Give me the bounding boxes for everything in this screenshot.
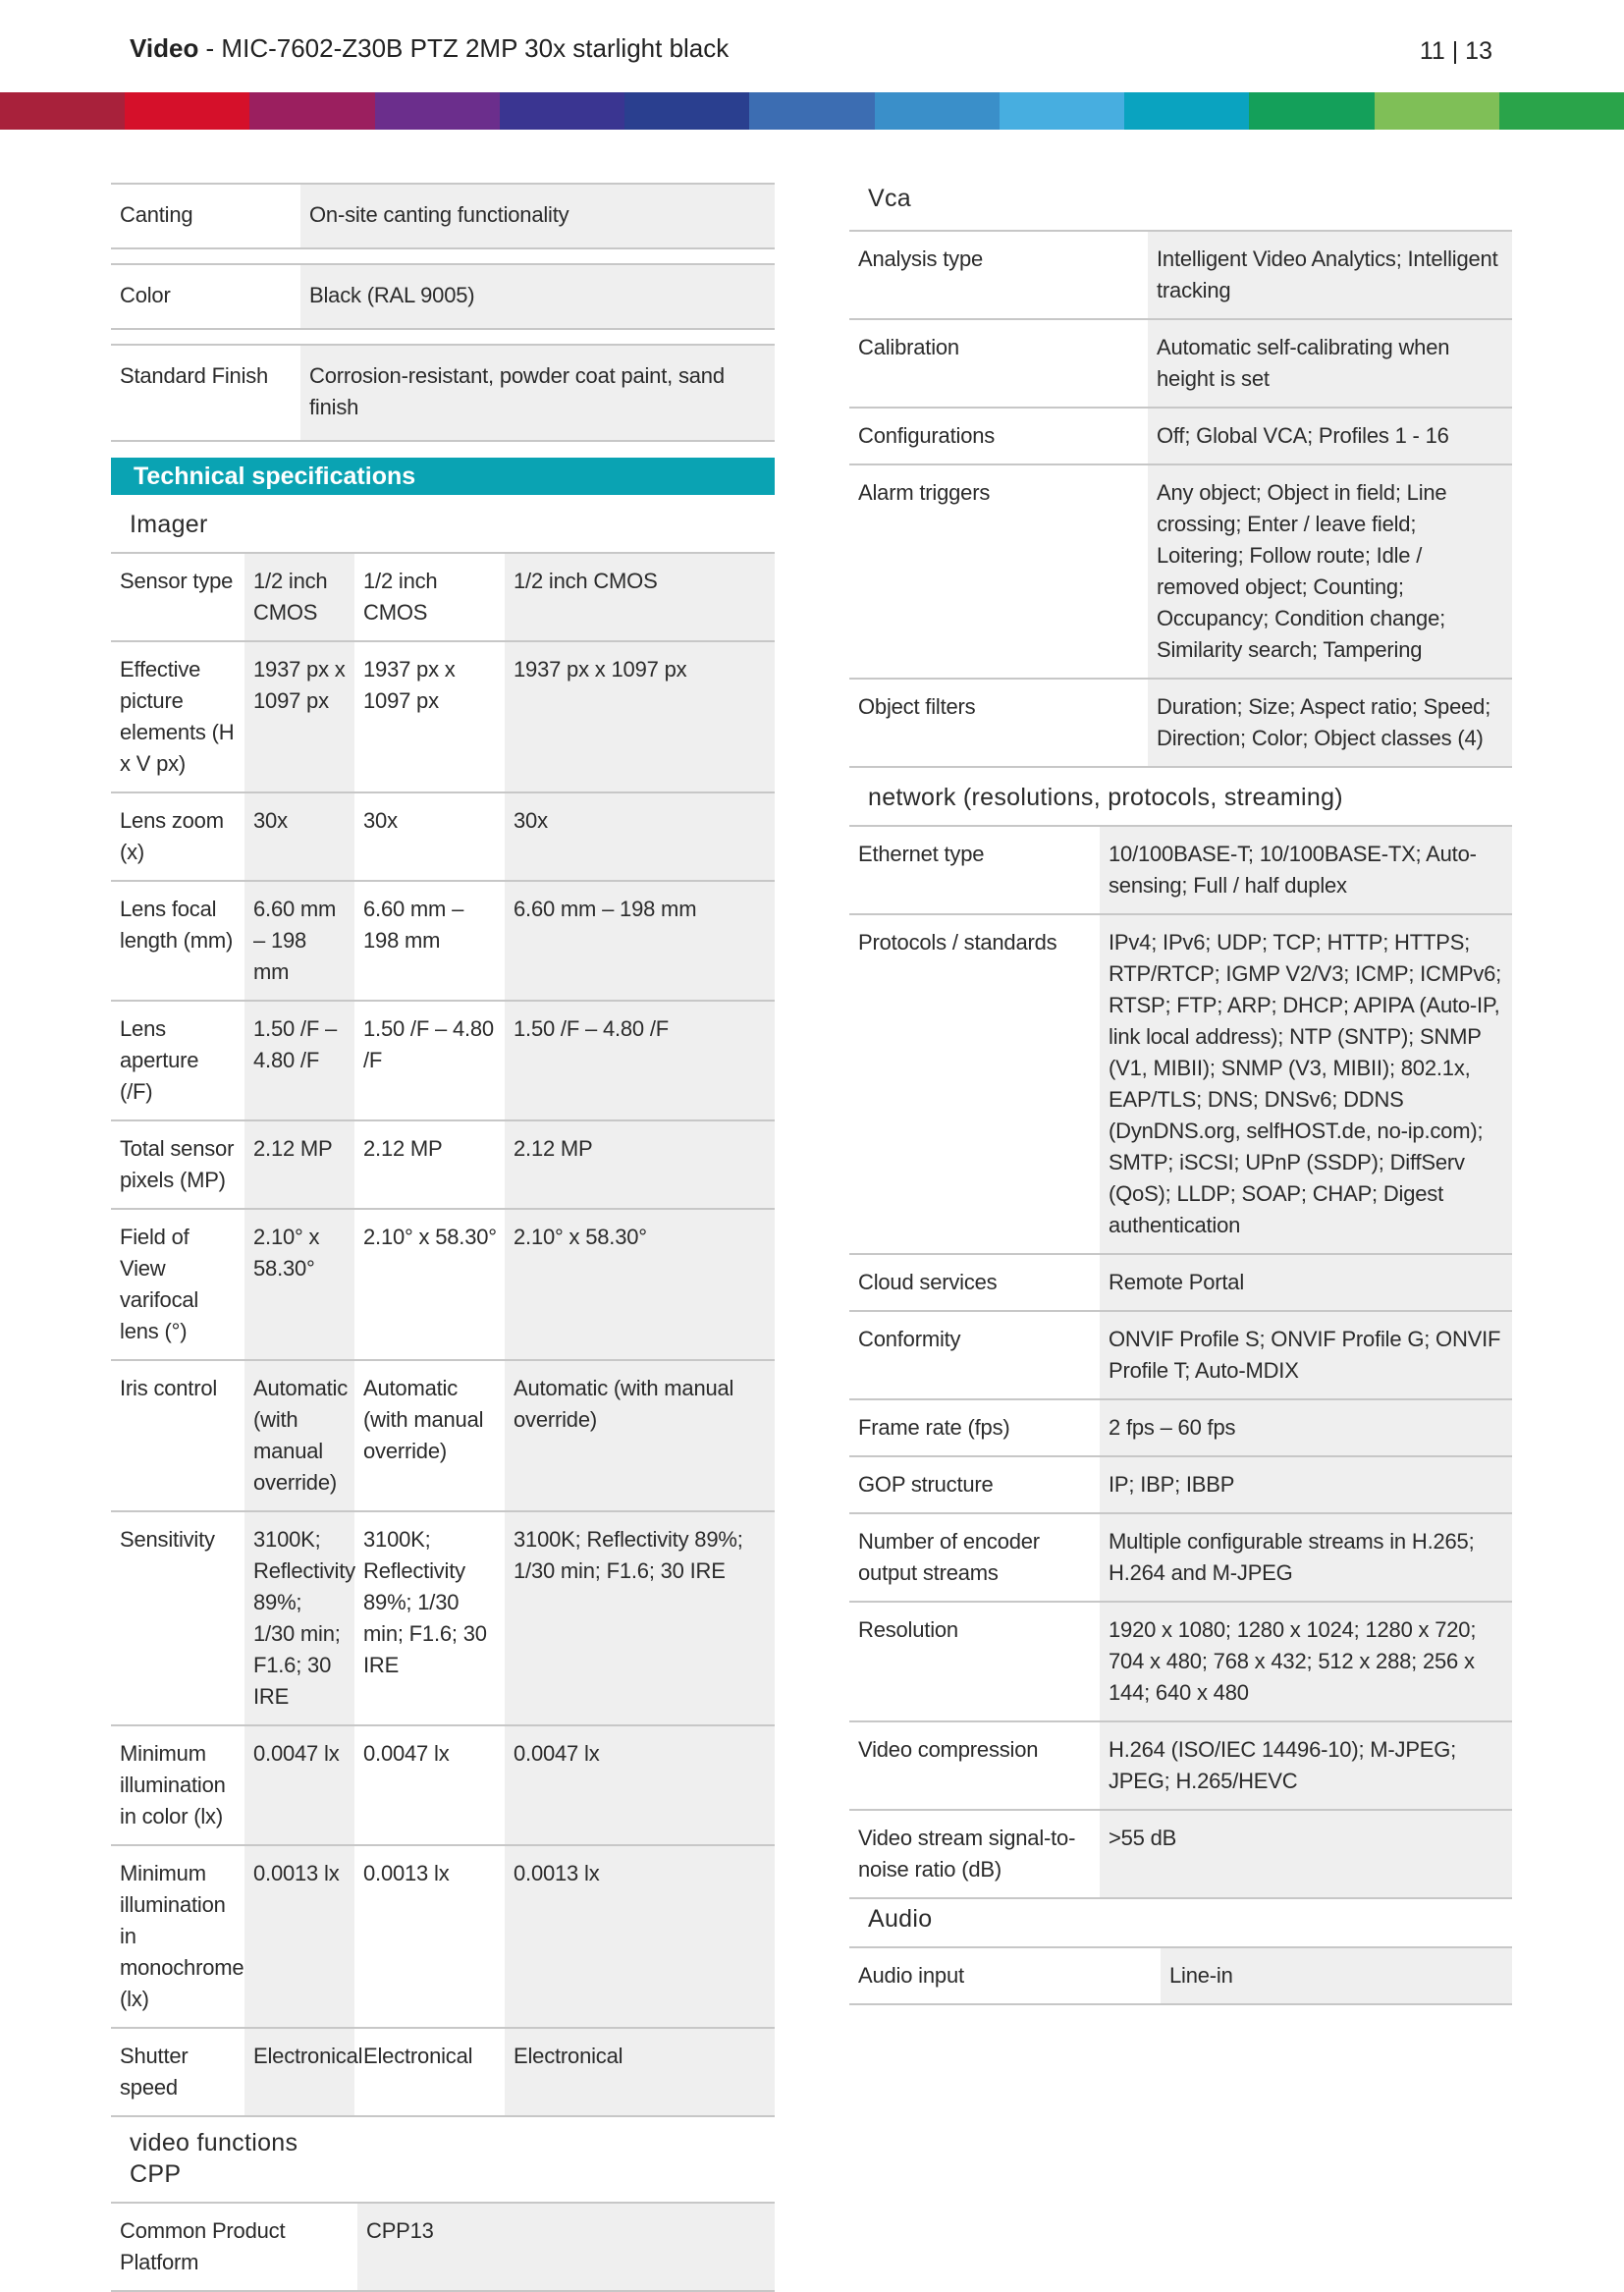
brand-color-segment xyxy=(375,92,500,130)
brand-color-segment xyxy=(1000,92,1124,130)
row-label: Video stream signal-to-noise ratio (dB) xyxy=(858,1826,1076,1882)
row-label: Minimum illumination in monochrome (lx) xyxy=(120,1861,244,2011)
row-label: 3100K; Reflectivity 89%; 1/30 min; F1.6; 30 IRE xyxy=(363,1527,487,1677)
row-label: Lens aperture (/F) xyxy=(120,1016,199,1104)
row-label: 1937 px x 1097 px xyxy=(363,657,456,713)
table-row xyxy=(111,183,775,249)
row-label: Alarm triggers xyxy=(858,480,991,505)
row-value: Line-in xyxy=(1161,1948,1512,2003)
row-label: Resolution xyxy=(858,1617,958,1642)
row-value: Duration; Size; Aspect ratio; Speed; Direction; Color; Object classes (4) xyxy=(1148,680,1512,766)
table-row xyxy=(849,407,1512,464)
row-label: Color xyxy=(120,283,171,307)
row-value: 2 fps – 60 fps xyxy=(1100,1400,1512,1455)
imager-table xyxy=(111,552,775,2117)
table-row xyxy=(849,464,1512,678)
row-value: Electronical xyxy=(244,2029,354,2115)
section-title-line: video functions xyxy=(130,2129,298,2156)
row-label: 30x xyxy=(363,808,398,833)
row-value: H.264 (ISO/IEC 14496-10); M-JPEG; JPEG; H.265/HEVC xyxy=(1100,1722,1512,1809)
row-value: 6.60 mm – 198 mm xyxy=(244,882,354,1000)
row-value: 1937 px x 1097 px xyxy=(505,642,775,791)
row-label: 2.10° x 58.30° xyxy=(363,1225,497,1249)
section-title-video-functions xyxy=(111,2117,775,2202)
right-column xyxy=(849,183,1512,2005)
document-title xyxy=(130,33,729,64)
row-value: 1/2 inch CMOS xyxy=(505,554,775,640)
row-value: Automatic (with manual override) xyxy=(244,1361,354,1510)
row-label: Protocols / standards xyxy=(858,930,1057,955)
table-row xyxy=(849,1310,1512,1398)
table-row xyxy=(849,825,1512,913)
row-label: Common Product Platform xyxy=(120,2218,286,2274)
brand-color-segment xyxy=(1375,92,1499,130)
brand-color-segment xyxy=(500,92,624,130)
row-value: ONVIF Profile S; ONVIF Profile G; ONVIF Profile T; Auto-MDIX xyxy=(1100,1312,1512,1398)
row-label: Automatic (with manual override) xyxy=(363,1376,484,1463)
table-row xyxy=(849,678,1512,768)
row-label: Conformity xyxy=(858,1327,961,1351)
row-value: IP; IBP; IBBP xyxy=(1100,1457,1512,1512)
row-label: Field of View varifocal lens (°) xyxy=(120,1225,199,1343)
network-table xyxy=(849,825,1512,1899)
table-row xyxy=(111,640,775,791)
row-label: Number of encoder output streams xyxy=(858,1529,1040,1585)
row-value: 1/2 inch CMOS xyxy=(244,554,354,640)
table-row xyxy=(849,1512,1512,1601)
row-label: 2.12 MP xyxy=(363,1136,443,1161)
row-value: 3100K; Reflectivity 89%; 1/30 min; F1.6; 30 IRE xyxy=(505,1512,775,1724)
row-value: Black (RAL 9005) xyxy=(300,265,775,328)
row-label: Video compression xyxy=(858,1737,1039,1762)
document-title-bold: Video xyxy=(130,33,199,63)
row-label: 1.50 /F – 4.80 /F xyxy=(363,1016,494,1072)
row-value: 10/100BASE-T; 10/100BASE-TX; Auto-sensing; Full / half duplex xyxy=(1100,827,1512,913)
row-value: 0.0013 lx xyxy=(505,1846,775,2027)
row-label: Electronical xyxy=(363,2044,473,2068)
brand-color-segment xyxy=(125,92,249,130)
row-label: Standard Finish xyxy=(120,363,269,388)
row-label: Lens zoom (x) xyxy=(120,808,224,864)
row-value: Remote Portal xyxy=(1100,1255,1512,1310)
table-row xyxy=(849,318,1512,407)
brand-color-segment xyxy=(624,92,749,130)
row-label: Cloud services xyxy=(858,1270,998,1294)
table-row xyxy=(111,1208,775,1359)
row-value: Intelligent Video Analytics; Intelligent tracking xyxy=(1148,232,1512,318)
brand-color-segment xyxy=(0,92,125,130)
section-subtitle-line: CPP xyxy=(130,2160,182,2188)
row-label: Effective picture elements (H x V px) xyxy=(120,657,235,776)
table-row xyxy=(849,1455,1512,1512)
table-row xyxy=(111,1119,775,1208)
section-title-imager: Imager xyxy=(130,511,208,538)
table-row xyxy=(849,230,1512,318)
brand-color-segment xyxy=(1249,92,1374,130)
table-row xyxy=(111,1359,775,1510)
row-label: Object filters xyxy=(858,694,976,719)
row-value: Off; Global VCA; Profiles 1 - 16 xyxy=(1148,409,1512,464)
table-row xyxy=(111,552,775,640)
row-value: 30x xyxy=(505,793,775,880)
table-row xyxy=(111,2027,775,2117)
row-label: 0.0013 lx xyxy=(363,1861,450,1885)
row-label: Iris control xyxy=(120,1376,218,1400)
row-label: Configurations xyxy=(858,423,996,448)
table-row xyxy=(111,2202,775,2292)
vca-table xyxy=(849,230,1512,768)
row-label: Frame rate (fps) xyxy=(858,1415,1010,1440)
table-row xyxy=(111,1510,775,1724)
row-label: 1/2 inch CMOS xyxy=(363,569,438,625)
row-value: CPP13 xyxy=(357,2204,775,2290)
table-row xyxy=(849,913,1512,1253)
row-label: Sensitivity xyxy=(120,1527,215,1552)
row-value: Corrosion-resistant, powder coat paint, sand finish xyxy=(300,346,775,440)
table-row xyxy=(849,1398,1512,1455)
table-row xyxy=(111,1724,775,1844)
row-label: 6.60 mm – 198 mm xyxy=(363,897,464,953)
table-row xyxy=(849,1946,1512,2005)
row-value: 3100K; Reflectivity 89%; 1/30 min; F1.6; 30 IRE xyxy=(244,1512,354,1724)
table-row xyxy=(849,1253,1512,1310)
row-value: 0.0047 lx xyxy=(244,1726,354,1844)
row-value: 2.10° x 58.30° xyxy=(505,1210,775,1359)
row-label: 0.0047 lx xyxy=(363,1741,450,1766)
row-label: Shutter speed xyxy=(120,2044,189,2100)
brand-color-bar xyxy=(0,92,1624,130)
table-row xyxy=(849,1809,1512,1899)
row-value: 2.12 MP xyxy=(505,1121,775,1208)
finish-table xyxy=(111,183,775,442)
row-value: On-site canting functionality xyxy=(300,185,775,247)
row-value: 2.12 MP xyxy=(244,1121,354,1208)
table-row xyxy=(849,1601,1512,1720)
row-label: Canting xyxy=(120,202,193,227)
technical-specifications-banner: Technical specifications xyxy=(111,458,775,495)
audio-table xyxy=(849,1946,1512,2005)
table-row xyxy=(111,791,775,880)
row-label: Lens focal length (mm) xyxy=(120,897,234,953)
row-label: GOP structure xyxy=(858,1472,994,1497)
row-value: IPv4; IPv6; UDP; TCP; HTTP; HTTPS; RTP/RTCP; IGMP V2/V3; ICMP; ICMPv6; RTSP; FTP; ARP; DHCP; APIPA (Auto-IP, link local address); NTP (SNTP); SNMP (V1, MIBII); SNMP (V3, MIBII); 802.1x, EAP/TLS; DNS; DNSv6; DDNS (DynDNS.org, selfHOST.de, no-ip.com); SMTP; iSCSI; UPnP (SSDP); DiffServ (QoS); LLDP; SOAP; CHAP; Digest authentication xyxy=(1100,915,1512,1253)
row-label: Ethernet type xyxy=(858,842,985,866)
row-value: Electronical xyxy=(505,2029,775,2115)
row-value: 1937 px x 1097 px xyxy=(244,642,354,791)
row-value: 0.0047 lx xyxy=(505,1726,775,1844)
row-value: 6.60 mm – 198 mm xyxy=(505,882,775,1000)
row-value: >55 dB xyxy=(1100,1811,1512,1897)
row-value: 1.50 /F – 4.80 /F xyxy=(244,1002,354,1119)
brand-color-segment xyxy=(1124,92,1249,130)
row-label: Calibration xyxy=(858,335,959,359)
brand-color-segment xyxy=(875,92,1000,130)
row-label: Minimum illumination in color (lx) xyxy=(120,1741,226,1828)
document-title-rest: - MIC-7602-Z30B PTZ 2MP 30x starlight black xyxy=(198,33,730,63)
section-title-vca: Vca xyxy=(868,185,911,212)
section-title-network: network (resolutions, protocols, streaming) xyxy=(868,784,1343,811)
table-row xyxy=(111,1000,775,1119)
row-value: 2.10° x 58.30° xyxy=(244,1210,354,1359)
row-value: 1.50 /F – 4.80 /F xyxy=(505,1002,775,1119)
row-label: Audio input xyxy=(858,1963,964,1988)
brand-color-segment xyxy=(1499,92,1624,130)
video-functions-table xyxy=(111,2202,775,2292)
row-value: Multiple configurable streams in H.265; H.264 and M-JPEG xyxy=(1100,1514,1512,1601)
row-label: Total sensor pixels (MP) xyxy=(120,1136,235,1192)
table-row xyxy=(849,1720,1512,1809)
page-number: 11 | 13 xyxy=(1419,37,1492,65)
row-label: Analysis type xyxy=(858,246,984,271)
row-label: Sensor type xyxy=(120,569,234,593)
row-value: Automatic (with manual override) xyxy=(505,1361,775,1510)
table-row xyxy=(111,1844,775,2027)
brand-color-segment xyxy=(749,92,874,130)
row-value: Automatic self-calibrating when height is set xyxy=(1148,320,1512,407)
table-row xyxy=(111,880,775,1000)
left-column xyxy=(111,183,775,2292)
section-title-audio: Audio xyxy=(868,1905,933,1933)
table-row xyxy=(111,344,775,442)
row-value: 1920 x 1080; 1280 x 1024; 1280 x 720; 704 x 480; 768 x 432; 512 x 288; 256 x 144; 640 x 480 xyxy=(1100,1603,1512,1720)
row-value: 0.0013 lx xyxy=(244,1846,354,2027)
row-value: Any object; Object in field; Line crossing; Enter / leave field; Loitering; Follow route; Idle / removed object; Counting; Occupancy; Condition change; Similarity search; Tampering xyxy=(1148,465,1512,678)
brand-color-segment xyxy=(249,92,374,130)
row-value: 30x xyxy=(244,793,354,880)
table-row xyxy=(111,263,775,330)
